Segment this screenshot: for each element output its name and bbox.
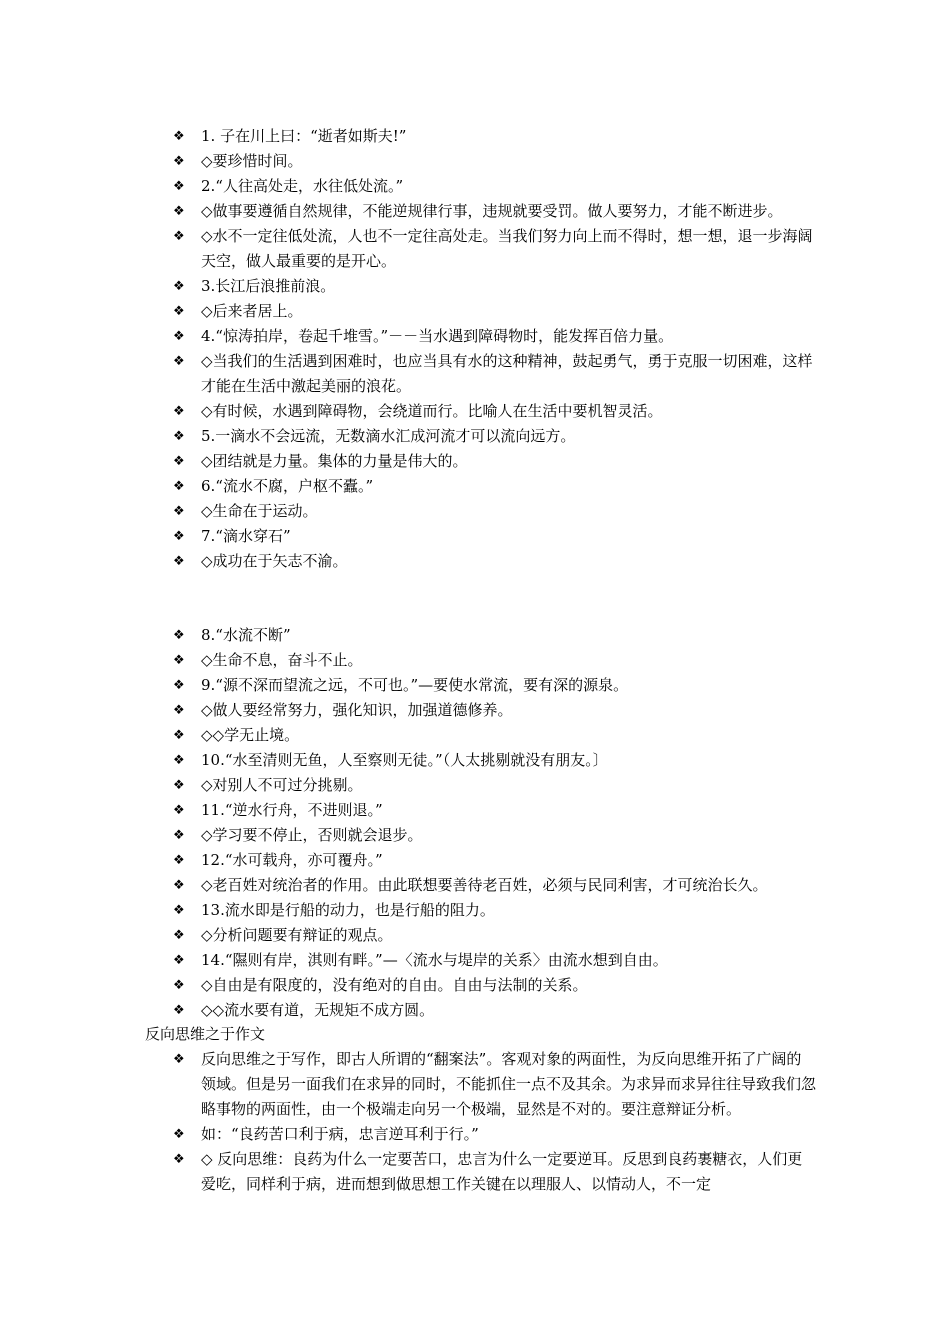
diamond-bullet-icon: ❖ — [173, 529, 185, 544]
list-item — [0, 224, 816, 274]
list-item — [0, 823, 816, 848]
list-item — [0, 1147, 816, 1197]
diamond-bullet-icon: ❖ — [173, 728, 185, 743]
diamond-bullet-icon: ❖ — [173, 903, 185, 918]
list-item-text: 11.“逆水行舟，不进则退。” — [201, 801, 383, 819]
list-item — [0, 923, 816, 948]
list-item-text: 反向思维之于写作，即古人所谓的“翻案法”。客观对象的两面性，为反向思维开拓了广阔的领域。但是另一面我们在求异的同时，不能抓住一点不及其余。为求异而求异往往导致我们忽略事物的两面性，由一个极端走向另一个极端，显然是不对的。要注意辩证分析。 — [201, 1050, 817, 1118]
diamond-bullet-icon: ❖ — [173, 653, 185, 668]
diamond-bullet-icon: ❖ — [173, 1052, 185, 1067]
list-item-text: 5.一滴水不会远流，无数滴水汇成河流才可以流向远方。 — [201, 427, 576, 445]
bullet-list-water-sayings-continued — [0, 623, 950, 1023]
list-item — [0, 524, 816, 549]
list-item — [0, 873, 816, 898]
diamond-bullet-icon: ❖ — [173, 129, 185, 144]
list-item-text: 3.长江后浪推前浪。 — [201, 277, 336, 295]
list-item — [0, 424, 816, 449]
list-item — [0, 948, 816, 973]
list-item — [0, 973, 816, 998]
list-item-text: ◇◇流水要有道，无规矩不成方圆。 — [201, 1001, 435, 1019]
diamond-bullet-icon: ❖ — [173, 878, 185, 893]
diamond-bullet-icon: ❖ — [173, 703, 185, 718]
list-item — [0, 773, 816, 798]
list-item-text: 2.“人往高处走，水往低处流。” — [201, 177, 404, 195]
list-item — [0, 723, 816, 748]
diamond-bullet-icon: ❖ — [173, 354, 185, 369]
list-item-text: ◇自由是有限度的，没有绝对的自由。自由与法制的关系。 — [201, 976, 588, 994]
diamond-bullet-icon: ❖ — [173, 204, 185, 219]
diamond-bullet-icon: ❖ — [173, 179, 185, 194]
list-item-text: ◇后来者居上。 — [201, 302, 303, 320]
diamond-bullet-icon: ❖ — [173, 554, 185, 569]
list-item-text: 4.“惊涛拍岸，卷起千堆雪。”－－当水遇到障碍物时，能发挥百倍力量。 — [201, 327, 674, 345]
list-item-text: ◇生命不息，奋斗不止。 — [201, 651, 363, 669]
list-item — [0, 474, 816, 499]
list-item — [0, 998, 816, 1023]
list-item — [0, 199, 816, 224]
diamond-bullet-icon: ❖ — [173, 504, 185, 519]
list-item-text: ◇团结就是力量。集体的力量是伟大的。 — [201, 452, 468, 470]
list-item — [0, 1122, 816, 1147]
list-item-text: ◇生命在于运动。 — [201, 502, 318, 520]
list-item-text: ◇老百姓对统治者的作用。由此联想要善待老百姓，必须与民同利害，才可统治长久。 — [201, 876, 768, 894]
diamond-bullet-icon: ❖ — [173, 753, 185, 768]
list-item-text: ◇成功在于矢志不渝。 — [201, 552, 348, 570]
list-item-text: 9.“源不深而望流之远，不可也。”—要使水常流，要有深的源泉。 — [201, 676, 629, 694]
list-item-text: 如：“良药苦口利于病，忠言逆耳利于行。” — [201, 1125, 479, 1143]
list-item-text: ◇学习要不停止，否则就会退步。 — [201, 826, 423, 844]
diamond-bullet-icon: ❖ — [173, 953, 185, 968]
diamond-bullet-icon: ❖ — [173, 853, 185, 868]
list-item — [0, 174, 816, 199]
list-item — [0, 648, 816, 673]
list-item — [0, 623, 816, 648]
list-item — [0, 748, 816, 773]
diamond-bullet-icon: ❖ — [173, 678, 185, 693]
list-item-text: ◇做人要经常努力，强化知识，加强道德修养。 — [201, 701, 513, 719]
section-heading: 反向思维之于作文 — [145, 1025, 266, 1043]
list-item-text: 7.“滴水穿石” — [201, 527, 291, 545]
diamond-bullet-icon: ❖ — [173, 229, 185, 244]
list-item — [0, 149, 816, 174]
list-item — [0, 274, 816, 299]
list-item-text: 14.“隰则有岸，淇则有畔。”—〈流水与堤岸的关系〉由流水想到自由。 — [201, 951, 668, 969]
list-item-text: ◇分析问题要有辩证的观点。 — [201, 926, 393, 944]
diamond-bullet-icon: ❖ — [173, 1127, 185, 1142]
list-item-text: ◇有时候，水遇到障碍物，会绕道而行。比喻人在生活中要机智灵活。 — [201, 402, 663, 420]
list-item — [0, 1047, 816, 1122]
diamond-bullet-icon: ❖ — [173, 329, 185, 344]
list-item-text: 6.“流水不腐，户枢不蠹。” — [201, 477, 374, 495]
list-item — [0, 698, 816, 723]
list-item — [0, 399, 816, 424]
diamond-bullet-icon: ❖ — [173, 928, 185, 943]
diamond-bullet-icon: ❖ — [173, 454, 185, 469]
diamond-bullet-icon: ❖ — [173, 628, 185, 643]
bullet-list-reverse-thinking — [0, 1047, 950, 1197]
list-item-text: ◇做事要遵循自然规律，不能逆规律行事，违规就要受罚。做人要努力，才能不断进步。 — [201, 202, 783, 220]
diamond-bullet-icon: ❖ — [173, 279, 185, 294]
diamond-bullet-icon: ❖ — [173, 304, 185, 319]
diamond-bullet-icon: ❖ — [173, 154, 185, 169]
diamond-bullet-icon: ❖ — [173, 828, 185, 843]
list-item — [0, 349, 816, 399]
bullet-list-water-sayings — [0, 124, 950, 574]
diamond-bullet-icon: ❖ — [173, 1003, 185, 1018]
diamond-bullet-icon: ❖ — [173, 479, 185, 494]
list-item-text: 12.“水可载舟，亦可覆舟。” — [201, 851, 383, 869]
list-item — [0, 449, 816, 474]
list-item-text: 8.“水流不断” — [201, 626, 291, 644]
diamond-bullet-icon: ❖ — [173, 803, 185, 818]
diamond-bullet-icon: ❖ — [173, 1152, 185, 1167]
list-item — [0, 299, 816, 324]
list-item-text: ◇ 反向思维：良药为什么一定要苦口，忠言为什么一定要逆耳。反思到良药裹糖衣，人们更爱吃，同样利于病，进而想到做思想工作关键在以理服人、以情动人，不一定 — [201, 1150, 803, 1193]
list-item — [0, 673, 816, 698]
list-item-text: 1. 子在川上曰：“逝者如斯夫!” — [201, 127, 407, 145]
list-item-text: 10.“水至清则无鱼，人至察则无徒。”（人太挑剔就没有朋友。〕 — [201, 751, 608, 769]
list-item — [0, 124, 816, 149]
diamond-bullet-icon: ❖ — [173, 978, 185, 993]
list-item-text: ◇当我们的生活遇到困难时，也应当具有水的这种精神，鼓起勇气，勇于克服一切困难，这样才能在生活中激起美丽的浪花。 — [201, 352, 813, 395]
list-item — [0, 898, 816, 923]
list-item-text: ◇◇学无止境。 — [201, 726, 300, 744]
list-item-text: ◇水不一定往低处流，人也不一定往高处走。当我们努力向上而不得时，想一想，退一步海阔天空，做人最重要的是开心。 — [201, 227, 813, 270]
list-item — [0, 848, 816, 873]
list-item — [0, 798, 816, 823]
diamond-bullet-icon: ❖ — [173, 778, 185, 793]
diamond-bullet-icon: ❖ — [173, 429, 185, 444]
list-item — [0, 499, 816, 524]
list-item-text: ◇对别人不可过分挑剔。 — [201, 776, 363, 794]
list-item — [0, 324, 816, 349]
list-item-text: ◇要珍惜时间。 — [201, 152, 303, 170]
list-item-text: 13.流水即是行船的动力，也是行船的阻力。 — [201, 901, 495, 919]
diamond-bullet-icon: ❖ — [173, 404, 185, 419]
list-item — [0, 549, 816, 574]
